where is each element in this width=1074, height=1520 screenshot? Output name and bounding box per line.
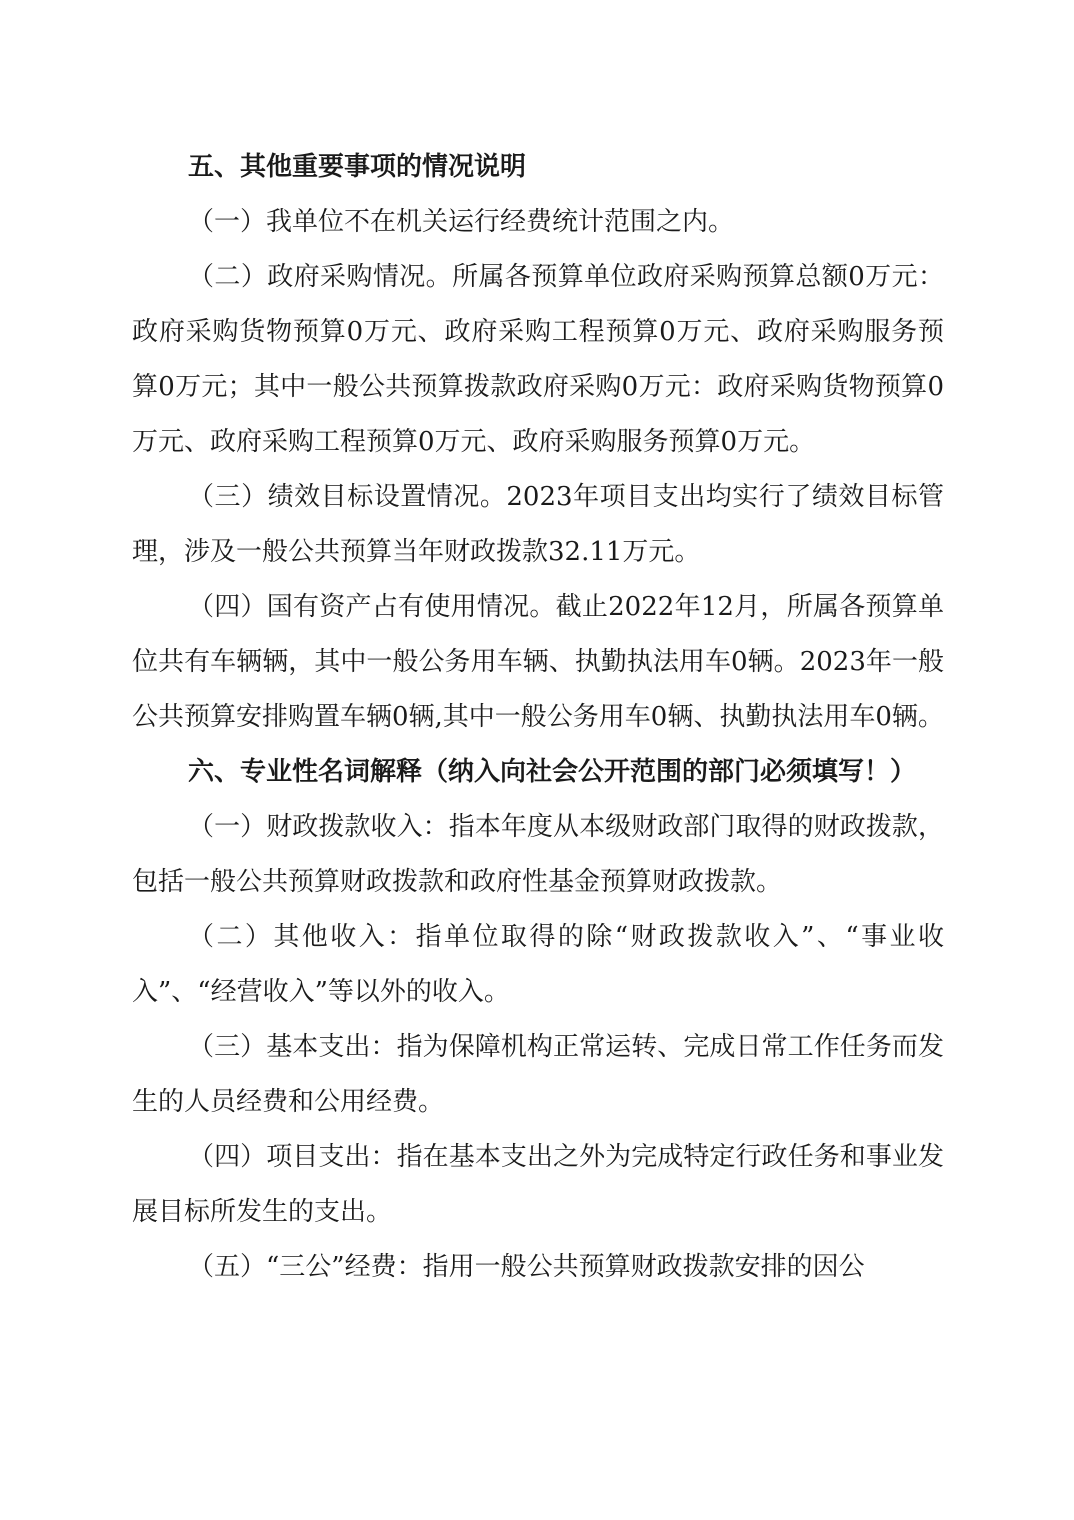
paragraph-5-3: （三）绩效目标设置情况。2023年项目支出均实行了绩效目标管理，涉及一般公共预算当年财政拨款32.11万元。 — [132, 482, 944, 567]
paragraph-6-4: （四）项目支出：指在基本支出之外为完成特定行政任务和事业发展目标所发生的支出。 — [132, 1142, 944, 1227]
paragraph-5-4: （四）国有资产占有使用情况。截止2022年12月，所属各预算单位共有车辆辆，其中一般公务用车辆、执勤执法用车0辆。2023年一般公共预算安排购置车辆0辆,其中一般公务用车0辆、执勤执法用车0辆。 — [132, 592, 944, 732]
section-5-heading: 五、其他重要事项的情况说明 — [188, 152, 527, 182]
section-6-heading: 六、专业性名词解释（纳入向社会公开范围的部门必须填写！） — [188, 757, 917, 787]
paragraph-6-3: （三）基本支出：指为保障机构正常运转、完成日常工作任务而发生的人员经费和公用经费。 — [132, 1032, 944, 1117]
paragraph-6-1: （一）财政拨款收入：指本年度从本级财政部门取得的财政拨款，包括一般公共预算财政拨款和政府性基金预算财政拨款。 — [132, 812, 944, 897]
paragraph-6-5: （五）“三公”经费：指用一般公共预算财政拨款安排的因公 — [188, 1252, 865, 1282]
paragraph-5-2: （二）政府采购情况。所属各预算单位政府采购预算总额0万元：政府采购货物预算0万元、政府采购工程预算0万元、政府采购服务预算0万元；其中一般公共预算拨款政府采购0万元：政府采购货物预算0万元、政府采购工程预算0万元、政府采购服务预算0万元。 — [132, 262, 944, 457]
paragraph-6-2: （二）其他收入：指单位取得的除“财政拨款收入”、“事业收入”、“经营收入”等以外的收入。 — [132, 922, 944, 1007]
document-page — [132, 140, 944, 1295]
paragraph-5-1: （一）我单位不在机关运行经费统计范围之内。 — [188, 207, 735, 237]
